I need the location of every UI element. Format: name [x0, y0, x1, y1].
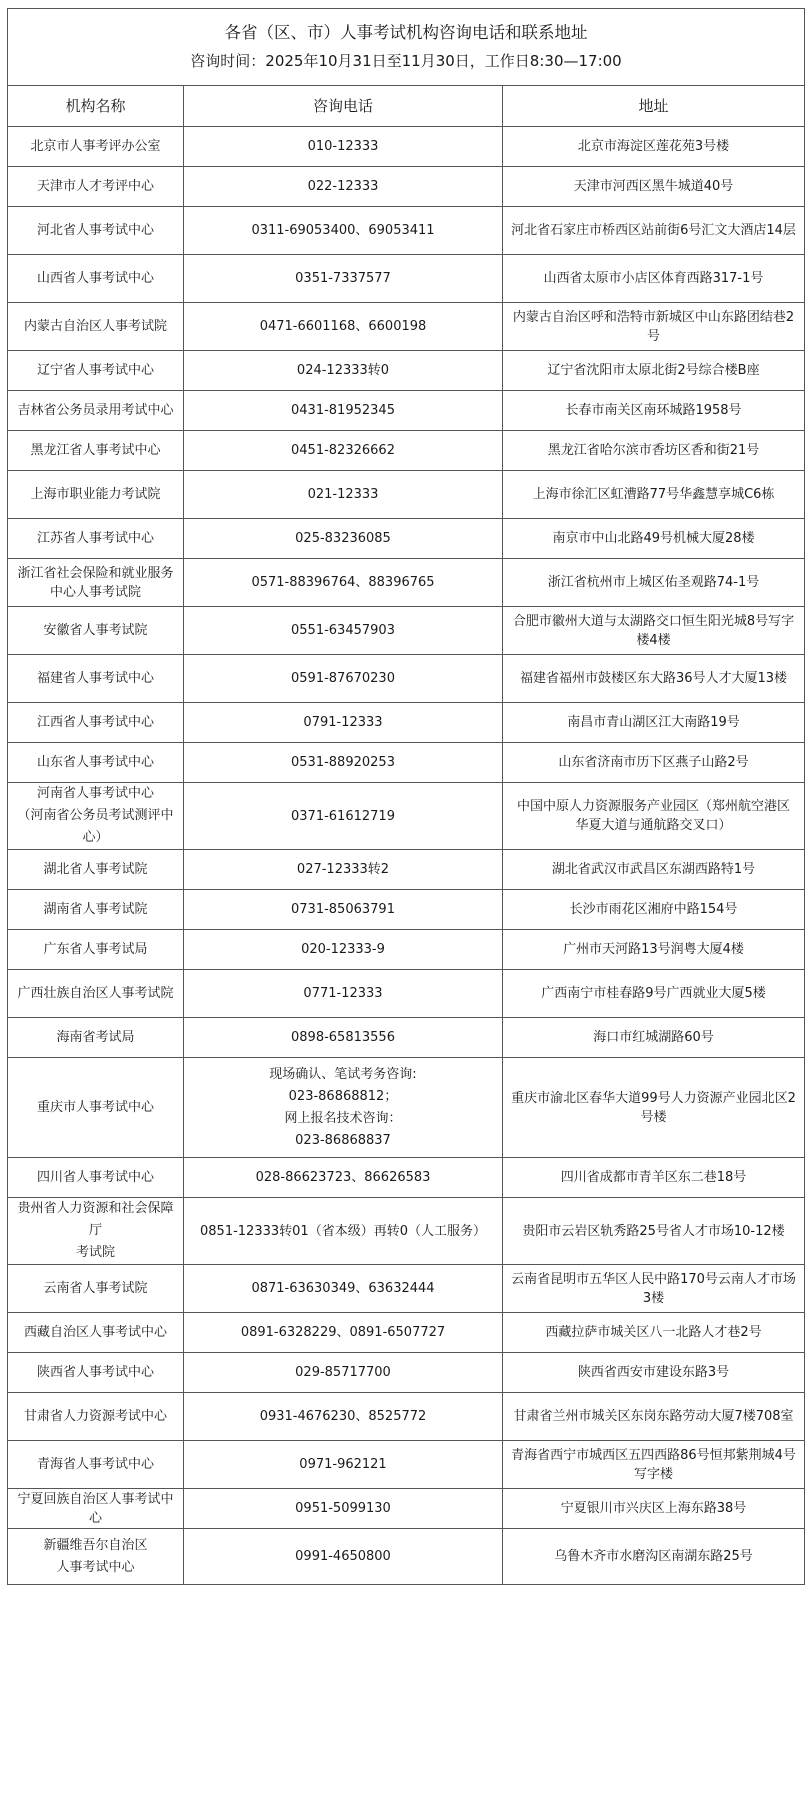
- address-text: 青海省西宁市城西区五四西路86号恒邦紫荆城4号写字楼: [511, 1447, 796, 1482]
- org-name-cell: [8, 431, 184, 471]
- phone-cell: [184, 1265, 503, 1313]
- phone-number: 029-85717700: [295, 1365, 391, 1380]
- table-subtitle: 咨询时间：2025年10月31日至11月30日，工作日8:30—17:00: [190, 52, 622, 70]
- address-cell: [503, 391, 805, 431]
- phone-number: 0311-69053400、69053411: [251, 223, 435, 238]
- address-text: 贵阳市云岩区轨秀路25号省人才市场10-12楼: [522, 1223, 785, 1239]
- org-name: 浙江省社会保险和就业服务中心人事考试院: [17, 565, 174, 600]
- org-name-cell: [8, 1198, 184, 1265]
- org-name-cell: [8, 1529, 184, 1585]
- phone-number: 0571-88396764、88396765: [251, 575, 435, 590]
- org-name-cell: [8, 1058, 184, 1158]
- org-name: 山西省人事考试中心: [36, 271, 154, 286]
- org-name: 江苏省人事考试中心: [36, 531, 154, 546]
- org-name: 人事考试中心: [56, 1559, 135, 1575]
- org-name-cell: [8, 1265, 184, 1313]
- phone-cell: [184, 743, 503, 783]
- address-cell: [503, 703, 805, 743]
- address-text: 上海市徐汇区虹漕路77号华鑫慧享城C6栋: [532, 487, 775, 502]
- address-cell: [503, 167, 805, 207]
- address-text: 广州市天河路13号润粤大厦4楼: [563, 942, 744, 957]
- phone-number: 023-86868812；: [288, 1088, 398, 1104]
- org-name: 福建省人事考试中心: [36, 671, 154, 686]
- address-text: 中国中原人力资源服务产业园区（郑州航空港区华夏大道与通航路交叉口）: [517, 799, 791, 833]
- table-row: [8, 703, 805, 743]
- phone-cell: [184, 783, 503, 850]
- table-row: [8, 207, 805, 255]
- org-name: 四川省人事考试中心: [36, 1170, 154, 1185]
- address-text: 西藏拉萨市城关区八一北路人才巷2号: [545, 1325, 762, 1340]
- header-address: 地址: [503, 86, 805, 127]
- contact-table: [7, 8, 805, 1585]
- table-row: [8, 930, 805, 970]
- address-text: 乌鲁木齐市水磨沟区南湖东路25号: [554, 1549, 753, 1564]
- phone-number: 022-12333: [307, 179, 379, 194]
- phone-cell: [184, 1198, 503, 1265]
- table-row: [8, 1529, 805, 1585]
- org-name: 重庆市人事考试中心: [36, 1100, 154, 1115]
- address-text: 辽宁省沈阳市太原北街2号综合楼B座: [547, 363, 760, 378]
- phone-cell: [184, 1353, 503, 1393]
- phone-cell: [184, 559, 503, 607]
- phone-number: 现场确认、笔试考务咨询:: [269, 1066, 417, 1082]
- org-name: 内蒙古自治区人事考试院: [23, 319, 167, 334]
- address-cell: [503, 890, 805, 930]
- address-text: 四川省成都市青羊区东二巷18号: [560, 1170, 747, 1185]
- address-cell: [503, 1489, 805, 1529]
- org-name-cell: [8, 783, 184, 850]
- table-row: [8, 1198, 805, 1265]
- phone-cell: [184, 1313, 503, 1353]
- table-row: [8, 783, 805, 850]
- phone-cell: [184, 607, 503, 655]
- org-name: 贵州省人力资源和社会保障厅: [17, 1201, 174, 1238]
- table-row: [8, 391, 805, 431]
- address-text: 黑龙江省哈尔滨市香坊区香和街21号: [547, 443, 760, 458]
- org-name: 河北省人事考试中心: [36, 223, 154, 238]
- address-cell: [503, 519, 805, 559]
- table-title-cell: [8, 9, 805, 86]
- table-row: [8, 890, 805, 930]
- org-name-cell: [8, 391, 184, 431]
- table-row: [8, 970, 805, 1018]
- phone-cell: [184, 391, 503, 431]
- org-name-cell: [8, 559, 184, 607]
- phone-number: 027-12333转2: [296, 862, 390, 877]
- address-text: 湖北省武汉市武昌区东湖西路特1号: [551, 862, 756, 877]
- phone-cell: [184, 970, 503, 1018]
- org-name: （河南省公务员考试测评中心）: [17, 808, 174, 845]
- phone-number: 0871-63630349、63632444: [251, 1281, 435, 1296]
- table-title: 各省（区、市）人事考试机构咨询电话和联系地址: [224, 23, 588, 42]
- phone-cell: [184, 431, 503, 471]
- org-name-cell: [8, 351, 184, 391]
- address-text: 山东省济南市历下区燕子山路2号: [558, 755, 749, 770]
- phone-cell: [184, 303, 503, 351]
- table-row: [8, 1441, 805, 1489]
- address-cell: [503, 743, 805, 783]
- phone-cell: [184, 1489, 503, 1529]
- phone-cell: [184, 890, 503, 930]
- phone-cell: [184, 255, 503, 303]
- address-cell: [503, 1158, 805, 1198]
- org-name-cell: [8, 1018, 184, 1058]
- address-cell: [503, 303, 805, 351]
- org-name: 安徽省人事考试院: [43, 623, 148, 638]
- org-name-cell: [8, 930, 184, 970]
- phone-cell: [184, 519, 503, 559]
- address-cell: [503, 1018, 805, 1058]
- address-cell: [503, 431, 805, 471]
- phone-number: 0371-61612719: [291, 808, 395, 824]
- org-name-cell: [8, 303, 184, 351]
- address-cell: [503, 1198, 805, 1265]
- address-text: 浙江省杭州市上城区佑圣观路74-1号: [547, 575, 760, 590]
- org-name: 山东省人事考试中心: [36, 755, 154, 770]
- org-name-cell: [8, 970, 184, 1018]
- phone-cell: [184, 167, 503, 207]
- address-cell: [503, 559, 805, 607]
- address-cell: [503, 1353, 805, 1393]
- phone-number: 0731-85063791: [291, 902, 395, 917]
- org-name: 天津市人才考评中心: [36, 179, 154, 194]
- org-name-cell: [8, 167, 184, 207]
- org-name: 黑龙江省人事考试中心: [30, 443, 161, 458]
- table-row: [8, 1265, 805, 1313]
- org-name: 湖北省人事考试院: [43, 862, 148, 877]
- phone-cell: [184, 703, 503, 743]
- address-cell: [503, 930, 805, 970]
- table-row: [8, 167, 805, 207]
- table-row: [8, 743, 805, 783]
- phone-number: 020-12333-9: [301, 942, 385, 957]
- org-name: 云南省人事考试院: [43, 1281, 148, 1296]
- org-name: 新疆维吾尔自治区: [43, 1537, 148, 1553]
- phone-number: 024-12333转0: [296, 363, 390, 378]
- table-row: [8, 1353, 805, 1393]
- address-cell: [503, 1313, 805, 1353]
- address-text: 甘肃省兰州市城关区东岗东路劳动大厦7楼708室: [513, 1409, 794, 1424]
- address-text: 长沙市雨花区湘府中路154号: [569, 902, 738, 917]
- address-cell: [503, 850, 805, 890]
- org-name-cell: [8, 1158, 184, 1198]
- org-name-cell: [8, 127, 184, 167]
- phone-number: 0531-88920253: [291, 755, 395, 770]
- address-cell: [503, 207, 805, 255]
- org-name: 广东省人事考试局: [43, 942, 148, 957]
- org-name-cell: [8, 655, 184, 703]
- phone-number: 0951-5099130: [295, 1501, 391, 1516]
- phone-number: 0471-6601168、6600198: [259, 319, 427, 334]
- address-cell: [503, 351, 805, 391]
- table-row: [8, 471, 805, 519]
- header-name: 机构名称: [8, 86, 184, 127]
- address-text: 河北省石家庄市桥西区站前街6号汇文大酒店14层: [511, 223, 796, 238]
- org-name: 西藏自治区人事考试中心: [23, 1325, 167, 1340]
- phone-number: 0431-81952345: [291, 403, 395, 418]
- org-name: 海南省考试局: [56, 1030, 135, 1045]
- table-row: [8, 655, 805, 703]
- table-row: [8, 559, 805, 607]
- table-row: [8, 1058, 805, 1158]
- address-text: 北京市海淀区莲花苑3号楼: [577, 139, 730, 154]
- table-row: [8, 607, 805, 655]
- address-text: 山西省太原市小店区体育西路317-1号: [543, 271, 764, 286]
- org-name-cell: [8, 471, 184, 519]
- org-name: 广西壮族自治区人事考试院: [17, 986, 174, 1001]
- address-text: 天津市河西区黑牛城道40号: [573, 179, 734, 194]
- phone-number: 0891-6328229、0891-6507727: [240, 1325, 446, 1340]
- phone-number: 0898-65813556: [291, 1030, 395, 1045]
- phone-cell: [184, 351, 503, 391]
- phone-cell: [184, 127, 503, 167]
- address-cell: [503, 1393, 805, 1441]
- address-cell: [503, 1529, 805, 1585]
- org-name-cell: [8, 1441, 184, 1489]
- address-cell: [503, 471, 805, 519]
- org-name: 江西省人事考试中心: [36, 715, 154, 730]
- table-body: [8, 127, 805, 1585]
- address-text: 福建省福州市鼓楼区东大路36号人才大厦13楼: [519, 671, 788, 686]
- org-name-cell: [8, 1313, 184, 1353]
- address-cell: [503, 1058, 805, 1158]
- address-cell: [503, 783, 805, 850]
- address-text: 内蒙古自治区呼和浩特市新城区中山东路团结巷2号: [512, 309, 795, 344]
- phone-cell: [184, 655, 503, 703]
- org-name: 考试院: [75, 1245, 115, 1260]
- phone-number: 025-83236085: [295, 531, 391, 546]
- org-name-cell: [8, 519, 184, 559]
- phone-number: 0931-4676230、8525772: [259, 1409, 427, 1424]
- address-text: 南京市中山北路49号机械大厦28楼: [552, 531, 755, 546]
- address-text: 南昌市青山湖区江大南路19号: [567, 715, 740, 730]
- org-name-cell: [8, 743, 184, 783]
- table-row: [8, 850, 805, 890]
- org-name-cell: [8, 703, 184, 743]
- org-name-cell: [8, 1353, 184, 1393]
- address-text: 海口市红城湖路60号: [593, 1030, 714, 1045]
- phone-number: 0451-82326662: [291, 443, 395, 458]
- phone-number: 0771-12333: [303, 986, 383, 1001]
- address-cell: [503, 970, 805, 1018]
- table-row: [8, 431, 805, 471]
- phone-cell: [184, 930, 503, 970]
- org-name: 湖南省人事考试院: [43, 902, 148, 917]
- org-name-cell: [8, 850, 184, 890]
- phone-number: 010-12333: [307, 139, 379, 154]
- table-row: [8, 255, 805, 303]
- phone-number: 021-12333: [307, 487, 379, 502]
- table-row: [8, 127, 805, 167]
- phone-number: 0551-63457903: [291, 623, 395, 638]
- org-name: 河南省人事考试中心: [36, 786, 154, 801]
- phone-cell: [184, 850, 503, 890]
- table-row: [8, 1393, 805, 1441]
- org-name: 辽宁省人事考试中心: [36, 363, 154, 378]
- phone-number: 0351-7337577: [295, 271, 391, 286]
- address-cell: [503, 607, 805, 655]
- phone-number: 0591-87670230: [291, 671, 395, 686]
- address-cell: [503, 1441, 805, 1489]
- phone-cell: [184, 1158, 503, 1198]
- phone-cell: [184, 1018, 503, 1058]
- org-name-cell: [8, 1489, 184, 1529]
- table-row: [8, 351, 805, 391]
- org-name: 宁夏回族自治区人事考试中心: [17, 1491, 174, 1526]
- org-name: 陕西省人事考试中心: [36, 1365, 154, 1380]
- org-name-cell: [8, 607, 184, 655]
- org-name-cell: [8, 255, 184, 303]
- phone-number: 023-86868837: [295, 1132, 391, 1148]
- address-text: 长春市南关区南环城路1958号: [565, 403, 742, 418]
- address-text: 合肥市徽州大道与太湖路交口恒生阳光城8号写字楼4楼: [512, 613, 795, 648]
- header-phone: 咨询电话: [184, 86, 503, 127]
- phone-cell: [184, 1393, 503, 1441]
- org-name: 上海市职业能力考试院: [30, 487, 161, 502]
- phone-number: 网上报名技术咨询：: [284, 1110, 402, 1126]
- org-name: 甘肃省人力资源考试中心: [23, 1409, 167, 1424]
- org-name: 北京市人事考评办公室: [30, 139, 161, 154]
- phone-number: 0991-4650800: [295, 1549, 391, 1564]
- address-text: 重庆市渝北区春华大道99号人力资源产业园北区2号楼: [511, 1090, 796, 1125]
- table-row: [8, 1313, 805, 1353]
- phone-cell: [184, 1529, 503, 1585]
- org-name: 青海省人事考试中心: [36, 1457, 154, 1472]
- address-text: 广西南宁市桂春路9号广西就业大厦5楼: [541, 986, 766, 1001]
- table-row: [8, 1489, 805, 1529]
- address-cell: [503, 255, 805, 303]
- phone-cell: [184, 207, 503, 255]
- phone-number: 0791-12333: [303, 715, 383, 730]
- org-name-cell: [8, 1393, 184, 1441]
- phone-cell: [184, 1058, 503, 1158]
- org-name-cell: [8, 207, 184, 255]
- table-row: [8, 1158, 805, 1198]
- table-row: [8, 1018, 805, 1058]
- address-cell: [503, 1265, 805, 1313]
- table-row: [8, 303, 805, 351]
- org-name: 吉林省公务员录用考试中心: [17, 403, 174, 418]
- phone-number: 028-86623723、86626583: [255, 1170, 431, 1185]
- address-text: 宁夏银川市兴庆区上海东路38号: [560, 1501, 747, 1516]
- phone-number: 0971-962121: [299, 1457, 387, 1472]
- address-text: 陕西省西安市建设东路3号: [577, 1365, 730, 1380]
- address-cell: [503, 127, 805, 167]
- org-name-cell: [8, 890, 184, 930]
- address-text: 云南省昆明市五华区人民中路170号云南人才市场3楼: [511, 1271, 796, 1306]
- phone-cell: [184, 471, 503, 519]
- phone-number: 0851-12333转01（省本级）再转0（人工服务）: [200, 1223, 486, 1239]
- table-row: [8, 519, 805, 559]
- address-cell: [503, 655, 805, 703]
- phone-cell: [184, 1441, 503, 1489]
